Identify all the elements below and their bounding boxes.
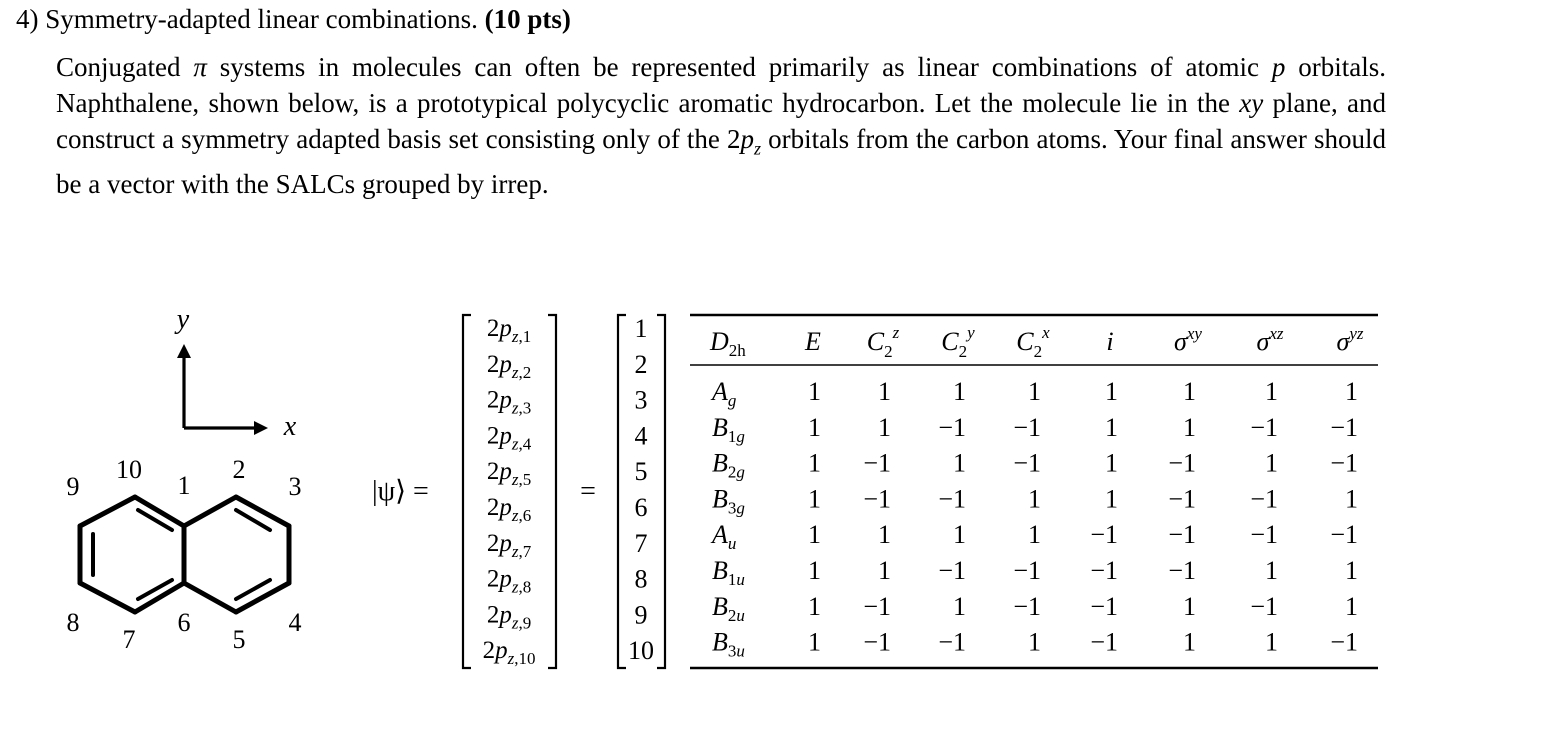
- character-value: 1: [1265, 448, 1278, 478]
- character-value: 1: [1105, 448, 1118, 478]
- character-value: 1: [878, 377, 891, 406]
- character-value: −1: [1090, 556, 1118, 585]
- character-value: 1: [1028, 484, 1041, 514]
- character-table-row: [710, 377, 1358, 410]
- equals-sign: =: [580, 476, 596, 507]
- problem-number: 4): [16, 4, 39, 34]
- character-value: 1: [808, 484, 821, 514]
- character-value: 1: [1345, 484, 1358, 514]
- index-entry: 9: [634, 600, 648, 630]
- index-entry: 8: [634, 564, 648, 594]
- x-axis-label: x: [283, 411, 297, 442]
- character-value: 1: [1028, 377, 1041, 406]
- character-table-header: [709, 323, 1364, 361]
- character-value: 1: [1183, 412, 1196, 442]
- character-value: −1: [938, 556, 966, 585]
- index-entry: 1: [634, 314, 648, 343]
- character-value: 1: [808, 591, 821, 621]
- character-value: 1: [953, 377, 966, 406]
- character-table-row: [712, 484, 1358, 517]
- character-value: −1: [1013, 591, 1041, 621]
- character-value: 1: [1028, 627, 1041, 657]
- axes-diagram: [174, 304, 297, 442]
- irrep-label: $B_3u$: [712, 627, 745, 661]
- character-value: −1: [1250, 412, 1278, 442]
- character-value: 1: [953, 448, 966, 478]
- atom-label: 8: [66, 608, 80, 637]
- atom-label: 7: [122, 625, 136, 654]
- character-value: 1: [808, 556, 821, 585]
- index-entry: 10: [628, 636, 654, 666]
- character-value: −1: [1330, 627, 1358, 657]
- basis-entry: $2p_z,1$: [486, 315, 532, 346]
- operation-header: $\sigma^{xy}$: [1174, 324, 1202, 356]
- character-table-body: [710, 377, 1358, 661]
- character-value: −1: [938, 484, 966, 514]
- character-value: −1: [1013, 448, 1041, 478]
- atom-label: 10: [116, 455, 142, 484]
- operation-header: $C_2^z$: [866, 323, 900, 361]
- character-value: 1: [1345, 377, 1358, 406]
- character-value: 1: [1105, 412, 1118, 442]
- character-value: 1: [1265, 377, 1278, 406]
- character-value: −1: [1090, 627, 1118, 657]
- character-value: 1: [1183, 627, 1196, 657]
- atom-label: 9: [66, 472, 80, 501]
- character-value: 1: [808, 412, 821, 442]
- operation-header: $C_2^x$: [1016, 323, 1050, 361]
- atom-label: 1: [177, 471, 191, 500]
- index-entry: 6: [634, 493, 648, 522]
- character-value: −1: [938, 412, 966, 442]
- character-value: −1: [863, 484, 891, 514]
- character-value: 1: [878, 412, 891, 442]
- character-value: 1: [1345, 591, 1358, 621]
- basis-entry: $2p_z,8$: [486, 565, 532, 597]
- character-value: −1: [938, 627, 966, 657]
- character-value: 1: [1028, 520, 1041, 550]
- ket-label: |ψ⟩ =: [372, 476, 429, 507]
- character-table-row: [710, 520, 1358, 553]
- operation-header: $\sigma^{xz}$: [1256, 324, 1284, 356]
- index-entry: 7: [634, 528, 648, 558]
- irrep-label: $A_g$: [712, 377, 737, 410]
- operation-header: i: [1106, 327, 1114, 356]
- character-value: −1: [1250, 484, 1278, 514]
- arrow-right-icon: [254, 421, 268, 435]
- character-value: −1: [1330, 412, 1358, 442]
- basis-entry: $2p_z,3$: [486, 386, 532, 418]
- index-entry: 4: [634, 421, 648, 451]
- operation-header: $C_2^y$: [941, 323, 975, 361]
- basis-entry: $2p_z,9$: [486, 601, 532, 633]
- problem-points: (10 pts): [484, 4, 571, 34]
- problem-body: Conjugated π systems in molecules can often be represented primarily as linear combinations of atomic p orbitals. Naphthalene, shown below, is a prototypical polycyclic aromatic hydrocarbon. Let the molecule lie in the xy plane, and construct a symmetry adapted basis set consisting only of the $2p_z$ orbitals from the carbon atoms. Your final answer should be a vector with the SALCs grouped by irrep.: [56, 52, 1387, 199]
- atom-label: 2: [232, 455, 246, 484]
- character-value: −1: [863, 448, 891, 478]
- character-table-row: [712, 592, 1358, 625]
- character-value: 1: [1183, 377, 1196, 406]
- character-value: 1: [808, 448, 821, 478]
- character-value: −1: [1250, 520, 1278, 550]
- basis-entry: $2p_z,10$: [482, 637, 536, 669]
- character-value: −1: [1168, 448, 1196, 478]
- irrep-label: $B_1g$: [712, 412, 745, 446]
- character-value: 1: [808, 627, 821, 657]
- character-value: −1: [863, 591, 891, 621]
- character-value: 1: [808, 377, 821, 406]
- character-value: −1: [1013, 412, 1041, 442]
- character-value: −1: [1090, 520, 1118, 550]
- atom-label: 5: [232, 625, 246, 654]
- character-value: 1: [878, 556, 891, 585]
- index-entry: 3: [634, 385, 648, 415]
- basis-entry: $2p_z,6$: [486, 494, 532, 525]
- character-value: 1: [1183, 591, 1196, 621]
- irrep-label: $B_3g$: [712, 484, 745, 518]
- character-table-row: [712, 556, 1358, 589]
- character-value: −1: [1330, 520, 1358, 550]
- character-value: 1: [1265, 556, 1278, 585]
- basis-entry: $2p_z,5$: [486, 458, 532, 490]
- character-value: −1: [1168, 520, 1196, 550]
- character-table-row: [712, 413, 1358, 446]
- irrep-label: $B_1u$: [712, 556, 745, 589]
- y-axis-label: y: [176, 304, 190, 335]
- basis-entry: $2p_z,7$: [486, 529, 532, 561]
- problem-title: Symmetry-adapted linear combinations.: [45, 4, 478, 34]
- character-value: 1: [953, 591, 966, 621]
- character-value: −1: [1250, 591, 1278, 621]
- arrow-up-icon: [177, 344, 191, 358]
- index-entry: 5: [634, 457, 648, 487]
- character-value: −1: [1168, 556, 1196, 585]
- irrep-label: $B_2u$: [712, 591, 745, 625]
- atom-label: 3: [288, 472, 302, 501]
- index-entry: 2: [634, 349, 648, 379]
- character-value: −1: [863, 627, 891, 657]
- character-value: 1: [953, 520, 966, 550]
- irrep-label: $B_2g$: [712, 448, 745, 482]
- character-value: 1: [1345, 556, 1358, 585]
- character-value: 1: [1105, 484, 1118, 514]
- atom-label: 4: [288, 608, 302, 637]
- operation-header: E: [805, 327, 821, 356]
- operation-header: $\sigma^{yz}$: [1336, 324, 1364, 356]
- character-value: −1: [1168, 484, 1196, 514]
- character-value: −1: [1090, 591, 1118, 621]
- basis-entry: $2p_z,4$: [486, 422, 532, 454]
- character-value: 1: [1105, 377, 1118, 406]
- index-vector: [628, 314, 654, 665]
- irrep-label: $A_u$: [712, 520, 737, 554]
- basis-vector: [483, 315, 536, 668]
- character-value: −1: [1013, 556, 1041, 585]
- character-table-row: [712, 628, 1358, 661]
- basis-entry: $2p_z,2$: [486, 350, 532, 382]
- naphthalene-structure: [80, 497, 289, 612]
- character-value: 1: [808, 520, 821, 550]
- character-value: 1: [878, 520, 891, 550]
- point-group-label: $D_{2h}$: [710, 327, 746, 360]
- character-table-row: [712, 449, 1358, 482]
- atom-label: 6: [177, 608, 191, 637]
- character-value: 1: [1265, 627, 1278, 657]
- character-value: −1: [1330, 448, 1358, 478]
- character-table: [690, 315, 1378, 668]
